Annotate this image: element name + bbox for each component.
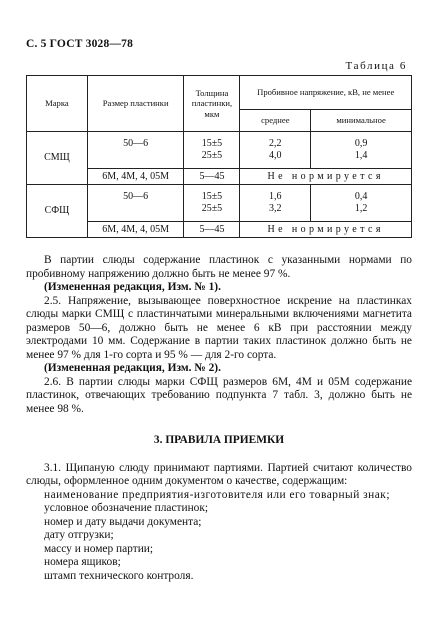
list-item: массу и номер партии; (44, 542, 154, 555)
paragraph: 2.5. Напряжение, вызывающее поверхностное искрение на пластинках слюды марки СМЩ с пластинчатыми минеральными включениями магнетита размеров 50—6, должно быть не менее 6 кВ при расстоянии между электродами 10 мм. Содержание в партии таких пластинок должно быть не менее 97 % для 1-го сорта и 95 % — для 2-го сорта. (26, 294, 412, 361)
col-header-size: Размер пластинки (87, 76, 184, 132)
table-cell: 15±5 25±5 (184, 185, 240, 222)
col-header-average: среднее (240, 110, 311, 132)
document-body (26, 254, 412, 583)
list-item: наименование предприятия-изготовителя или его товарный знак; (44, 488, 390, 501)
table-cell: 50—6 (87, 185, 184, 222)
table-cell: 2,2 4,0 (240, 132, 311, 169)
table-cell: 1,6 3,2 (240, 185, 311, 222)
table-cell: 6М, 4М, 4, 05М (87, 222, 184, 238)
list-item: номера ящиков; (44, 556, 121, 568)
table-cell: 15±5 25±5 (184, 132, 240, 169)
table-cell: 50—6 (87, 132, 184, 169)
paragraph: 2.6. В партии слюды марки СФЩ размеров 6М, 4М и 05М содержание пластинок, отвечающих требованию подпункта 7 табл. 3, должно быть не менее 98 %. (26, 375, 412, 415)
section-heading: 3. ПРАВИЛА ПРИЕМКИ (153, 434, 285, 446)
list-item: номер и дату выдачи документа; (44, 515, 202, 528)
page-header: С. 5 ГОСТ 3028—78 (26, 38, 134, 50)
edit-note: (Измененная редакция, Изм. № 2). (44, 362, 221, 374)
edit-note: (Измененная редакция, Изм. № 1). (44, 281, 221, 293)
paragraph: 3.1. Щипаную слюду принимают партиями. Партией считают количество слюды, оформленное одним документом о качестве, содержащим: (26, 461, 412, 487)
paragraph: В партии слюды содержание пластинок с указанными нормами по пробивному напряжению должно быть не менее 97 %. (26, 254, 412, 280)
table-cell: 5—45 (184, 222, 240, 238)
table-cell: 0,9 1,4 (311, 132, 412, 169)
row-mark-smsch: СМЩ (27, 132, 88, 185)
table-cell: 6М, 4М, 4, 05М (87, 169, 184, 185)
list-item: штамп технического контроля. (44, 569, 194, 582)
table-cell: 0,4 1,2 (311, 185, 412, 222)
col-header-mark: Марка (27, 76, 88, 132)
list-item: условное обозначение пластинок; (44, 502, 209, 514)
col-header-thickness: Толщина пластинки, мкм (184, 76, 240, 132)
list-item: дату отгрузки; (44, 529, 114, 541)
row-mark-sfsch: СФЩ (27, 185, 88, 238)
not-normed-label: Не нормируется (240, 222, 412, 238)
mica-voltage-table (26, 75, 412, 238)
col-header-voltage: Пробивное напряжение, кВ, не менее (240, 76, 412, 110)
not-normed-label: Не нормируется (240, 169, 412, 185)
table-caption: Таблица 6 (345, 60, 407, 72)
table-cell: 5—45 (184, 169, 240, 185)
col-header-minimum: минимальное (311, 110, 412, 132)
